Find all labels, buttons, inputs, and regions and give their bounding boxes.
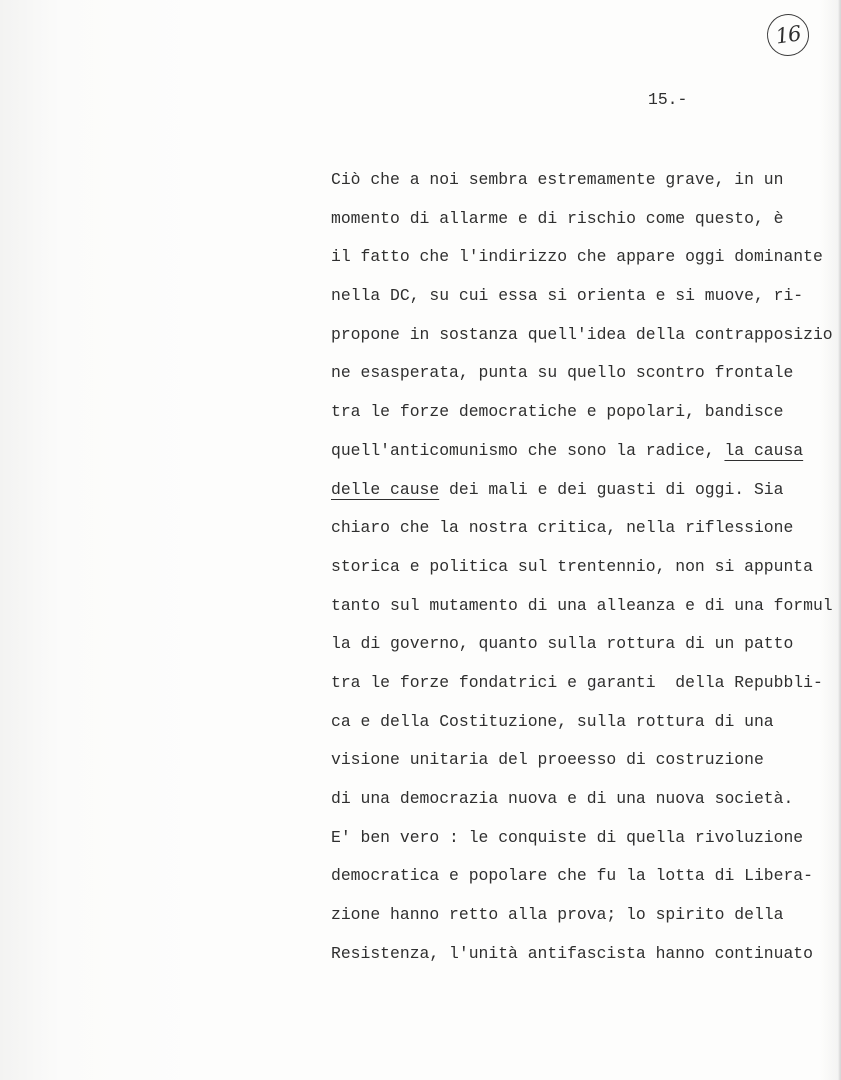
text-line: democratica e popolare che fu la lotta di Libera-	[331, 866, 813, 886]
underlined-text: delle cause	[331, 479, 440, 499]
text-line: la di governo, quanto sulla rottura di un patto	[331, 634, 794, 654]
text-line: propone in sostanza quell'idea della contrapposizio	[331, 324, 833, 344]
text-line: momento di allarme e di rischio come questo, è	[331, 208, 784, 228]
text-line	[331, 432, 839, 471]
text-line: ca e della Costituzione, sulla rottura di una	[331, 711, 774, 731]
text-line: tra le forze fondatrici e garanti della Repubbli-	[331, 672, 823, 692]
text-line: visione unitaria del proeesso di costruzione	[331, 750, 764, 770]
text-line: tanto sul mutamento di una alleanza e di una formul	[331, 595, 833, 615]
text-line: chiaro che la nostra critica, nella riflessione	[331, 518, 794, 538]
body-text	[331, 161, 839, 973]
text-line: il fatto che l'indirizzo che appare oggi dominante	[331, 247, 823, 267]
text-segment: dei mali e dei guasti di oggi. Sia	[439, 479, 784, 499]
text-line: zione hanno retto alla prova; lo spirito della	[331, 905, 784, 925]
archive-number-stamp	[764, 11, 811, 58]
underlined-text: la causa	[724, 440, 804, 460]
text-line: nella DC, su cui essa si orienta e si muove, ri-	[331, 286, 804, 306]
text-line: tra le forze democratiche e popolari, bandisce	[331, 402, 784, 422]
text-line	[331, 471, 839, 510]
text-line: Ciò che a noi sembra estremamente grave, in un	[331, 170, 784, 189]
text-line: Resistenza, l'unità antifascista hanno continuato	[331, 943, 813, 963]
archive-number: 16	[774, 21, 802, 49]
text-line: ne esasperata, punta su quello scontro frontale	[331, 363, 794, 383]
page-number: 15.-	[648, 90, 688, 109]
text-segment: quell'anticomunismo che sono la radice,	[331, 440, 725, 460]
text-line: di una democrazia nuova e di una nuova società.	[331, 789, 794, 808]
text-line: storica e politica sul trentennio, non si appunta	[331, 556, 813, 576]
text-line: E' ben vero : le conquiste di quella rivoluzione	[331, 827, 804, 847]
